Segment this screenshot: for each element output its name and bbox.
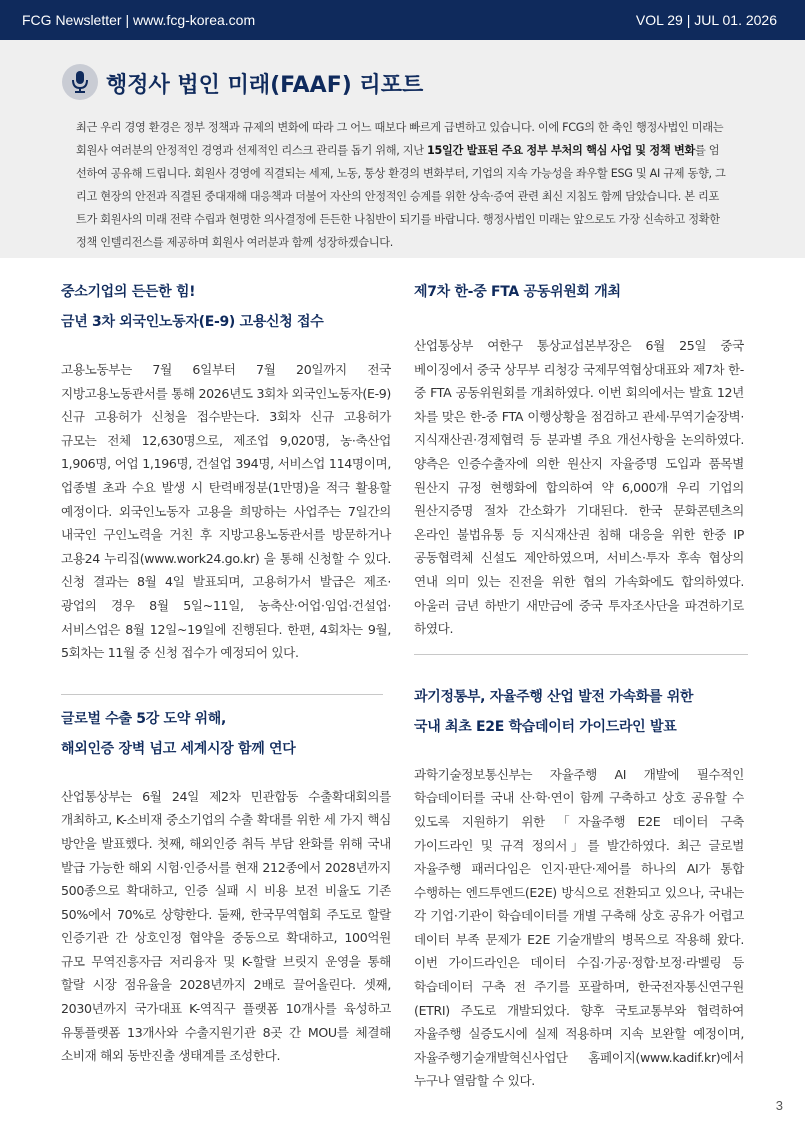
header-right-text: VOL 29 | JUL 01. 2026	[635, 12, 777, 28]
article-employment-title-line1: 중소기업의 든든한 힘!	[61, 284, 196, 300]
article-export-body: 산업통상부는 6월 24일 제2차 민관합동 수출확대회의를 개최하고, K-소비재 중소기업의 수출 확대를 위한 세 가지 핵심 방안을 발표했다. 첫째, 해외인증 취득 부담 완화를 위해 국내 발급 가능한 해외 시험·인증서를 현재 212종에서 2028년까지 500종으로 확대하고, 인증 실패 시 비용 보전 비율도 기존 50%에서 70%로 상향한다. 둘째, 한국무역협회 주도로 할랄 인증기관 간 상호인정 협약을 중동으로 확대하고, 100억원 규모 무역진흥자금 저리융자 및 K-할랄 브릿지 운영을 통해 할랄 시장 점유율을 2028년까지 2배로 끌어올린다. 셋째, 2030년까지 국가대표 K-역직구 플랫폼 10개사를 육성하고 유통플랫폼 13개사와 수출지원기관 8곳 간 MOU를 체결해 소비재 해외 동반진출 생태계를 조성한다.	[61, 788, 391, 1064]
article-employment-body: 고용노동부는 7월 6일부터 7월 20일까지 전국 지방고용노동관서를 통해 2026년도 3회차 외국인노동자(E-9) 신규 고용허가 신청을 접수받는다. 3회차 신규 고용허가 규모는 전체 12,630명으로, 제조업 9,020명, 농·축산업 1,906명, 어업 1,196명, 건설업 394명, 서비스업 114명이며, 업종별 초과 수요 발생 시 탄력배정분(1만명)을 적극 활용할 예정이다. 외국인노동자 고용을 희망하는 사업주는 7일간의 내국인 구인노력을 거친 후 지방고용노동관서를 방문하거나 고용24 누리집(www.work24.go.kr) 을 통해 신청할 수 있다. 신청 결과는 8월 4일 발표되며, 고용허가서 발급은 제조·광업의 경우 8월 5일~11일, 농축산·어업·임업·건설업·서비스업은 8월 12일~19일에 진행된다. 한편, 4회차는 9월, 5회차는 11월 중 신청 접수가 예정되어 있다.	[61, 362, 391, 661]
article-autonomous-title-line2: 국내 최초 E2E 학습데이터 가이드라인 발표	[414, 718, 677, 735]
intro-paragraph: 최근 우리 경영 환경은 정부 정책과 규제의 변화에 따라 그 어느 때보다 빠르게 급변하고 있습니다. 이에 FCG의 한 축인 행정사법인 미래는 회원사 여러분의 안정적인 경영과 선제적인 리스크 관리를 돕기 위해, 지난 15일간 발표된 주요 정부 부처의 핵심 사업 및 정책 변화를 엄선하여 공유해 드립니다. 회원사 경영에 직결되는 세제, 노동, 통상 환경의 변화부터, 기업의 지속 가능성을 좌우할 ESG 및 AI 규제 동향, 그리고 현장의 안전과 직결된 중대재해 대응책과 더불어 자산의 안정적인 승계를 위한 상속·증여 관련 최신 지침도 함께 담았습니다. 본 리포트가 회원사의 미래 전략 수립과 현명한 의사결정에 든든한 나침반이 되기를 바랍니다. 행정사법인 미래는 앞으로도 가장 신속하고 정확한 정책 인텔리전스를 제공하며 회원사 여러분과 함께 성장하겠습니다.	[76, 121, 726, 250]
article-autonomous	[414, 683, 744, 1093]
article-employment-title-line2: 금년 3차 외국인노동자(E-9) 고용신청 접수	[61, 314, 324, 330]
header-bar	[0, 0, 805, 40]
intro-highlight: 15일간 발표된 주요 정부 부처의 핵심 사업 및 정책 변화	[427, 144, 696, 158]
article-export-title-line2: 해외인증 장벽 넘고 세계시장 함께 연다	[61, 740, 296, 757]
article-autonomous-title-line1: 과기정통부, 자율주행 산업 발전 가속화를 위한	[414, 688, 694, 705]
article-fta	[414, 278, 744, 641]
article-fta-title: 제7차 한-중 FTA 공동위원회 개최	[414, 284, 621, 300]
article-export-title-line1: 글로벌 수출 5강 도약 위해,	[61, 710, 226, 727]
microphone-icon	[62, 64, 98, 100]
right-column	[414, 278, 744, 1093]
article-employment	[61, 278, 391, 665]
left-column-divider	[61, 694, 383, 695]
article-export	[61, 705, 391, 1068]
header-left-text: FCG Newsletter | www.fcg-korea.com	[22, 12, 256, 28]
report-title: 행정사 법인 미래(FAAF) 리포트	[106, 73, 424, 98]
right-column-divider	[414, 654, 748, 655]
page-number: 3	[775, 1098, 783, 1113]
article-autonomous-body: 과학기술정보통신부는 자율주행 AI 개발에 필수적인 학습데이터를 국내 산·학·연이 함께 구축하고 상호 공유할 수 있도록 지원하기 위한 「자율주행 E2E 데이터 구축 가이드라인 및 규격 정의서」를 발간하였다. 최근 글로벌 자율주행 패러다임은 인지·판단·제어를 하나의 AI가 통합 수행하는 엔드투엔드(E2E) 방식으로 전환되고 있으나, 국내는 각 기업·기관이 학습데이터를 개별 구축해 상호 공유가 어렵고 데이터 부족 문제가 E2E 기술개발의 병목으로 작용해 왔다. 이번 가이드라인은 데이터 수집·가공·정합·보정·라벨링 등 학습데이터 구축 전 주기를 포괄하며, 한국전자통신연구원(ETRI) 주도로 개발되었다. 향후 국토교통부와 협력하여 자율주행 실증도시에 실제 적용하며 지속 보완할 예정이며, 자율주행기술개발혁신사업단 홈페이지(www.kadif.kr)에서 누구나 열람할 수 있다.	[414, 766, 744, 1089]
left-column	[61, 278, 391, 1068]
article-fta-body: 산업통상부 여한구 통상교섭본부장은 6월 25일 중국 베이징에서 중국 상무부 리청강 국제무역협상대표와 제7차 한-중 FTA 공동위원회를 개최하였다. 이번 회의에서는 발효 12년 차를 맞은 한-중 FTA 이행상황을 점검하고 관세·무역기술장벽·지식재산권·경제협력 등 분과별 주요 개선사항을 논의하였다. 양측은 인증수출자에 의한 원산지 자율증명 도입과 품목별 원산지 규정 현행화에 합의하여 약 6,000개 우리 기업의 원산지증명 절차 간소화가 기대된다. 한국 문화콘텐츠의 온라인 불법유통 등 지식재산권 침해 대응을 위한 한중 IP 공동협력체 신설도 제안하였으며, 서비스·투자 후속 협상의 연내 의미 있는 진전을 위한 협의 가속화에도 합의하였다. 아울러 금년 하반기 새만금에 중국 투자조사단을 파견하기로 하였다.	[414, 338, 744, 637]
